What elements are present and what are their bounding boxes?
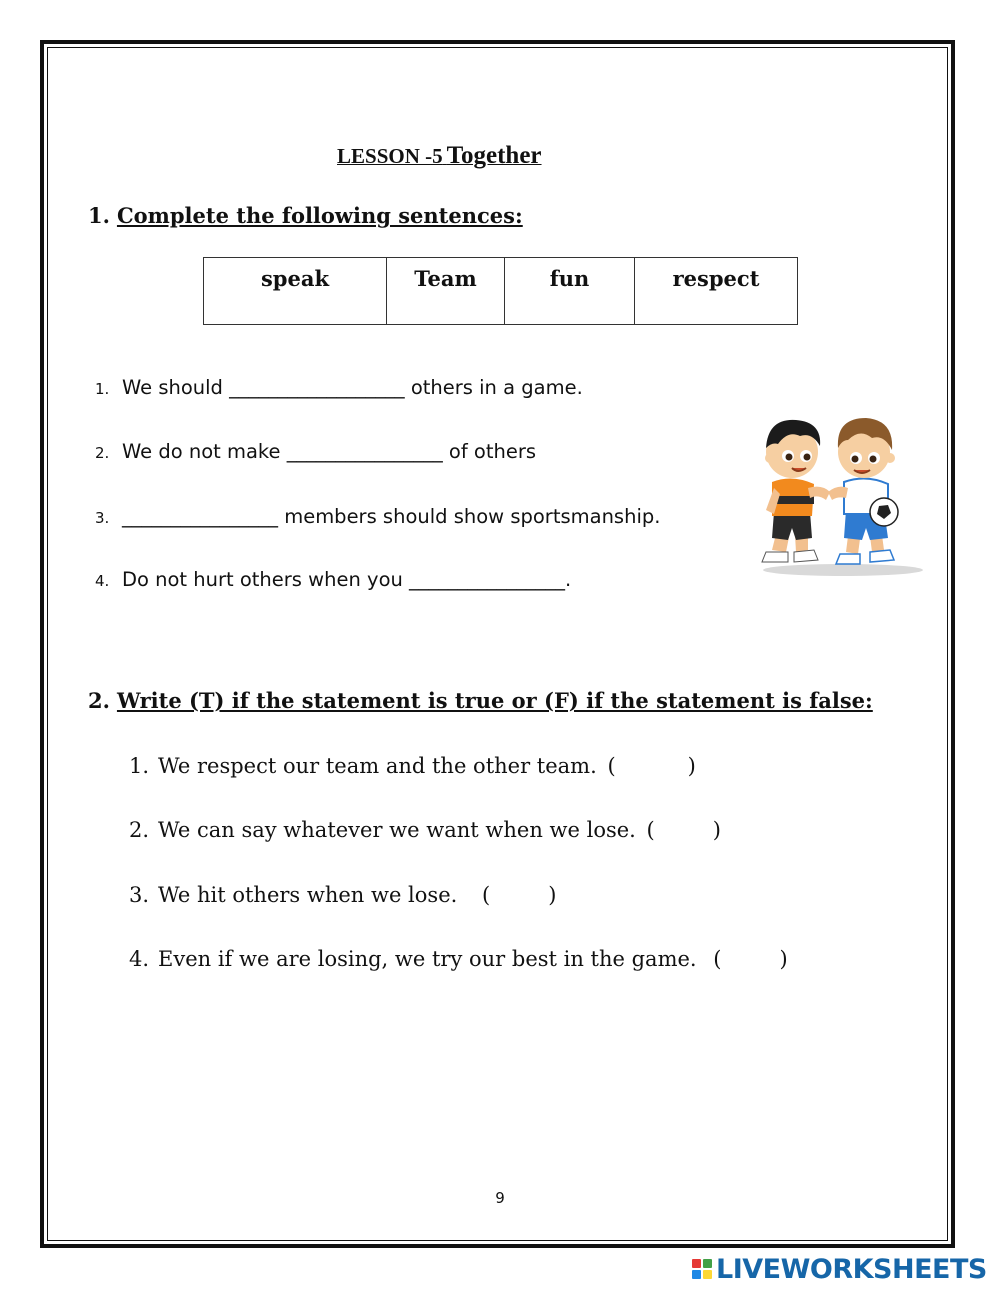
answer-open-paren: ( <box>713 947 722 971</box>
item-number: 3. <box>95 509 110 527</box>
item-text: ________________ members should show sportsmanship. <box>122 505 661 528</box>
section2-heading-text: Write (T) if the statement is true or (F) if the statement is false: <box>116 688 873 713</box>
word-box-word: fun <box>549 266 590 291</box>
word-box-cell <box>204 258 387 325</box>
section1-number: 1. <box>88 203 110 228</box>
answer-close-paren: ) <box>712 818 721 842</box>
item-text: Do not hurt others when you ________________. <box>122 568 572 591</box>
answer-open-paren: ( <box>646 818 655 842</box>
fill-blank-item[interactable] <box>95 568 571 591</box>
item-text: We can say whatever we want when we lose. <box>158 818 636 842</box>
word-box-cell <box>387 258 505 325</box>
item-number: 1. <box>95 380 110 398</box>
item-text: We respect our team and the other team. <box>158 754 597 778</box>
word-box-cell <box>505 258 635 325</box>
liveworksheets-brand[interactable] <box>692 1252 987 1286</box>
item-number: 2. <box>95 444 110 462</box>
answer-open-paren: ( <box>607 754 616 778</box>
page-number: 9 <box>495 1189 505 1207</box>
section1-heading <box>88 203 523 228</box>
liveworksheets-logo-icon <box>692 1259 712 1279</box>
section2-number: 2. <box>88 688 110 713</box>
true-false-item <box>129 754 696 778</box>
item-number: 3. <box>129 883 150 907</box>
fill-blank-item[interactable] <box>95 376 583 399</box>
true-false-item <box>129 947 788 971</box>
answer-open-paren: ( <box>482 883 491 907</box>
word-box <box>203 257 798 325</box>
item-number: 4. <box>129 947 150 971</box>
lesson-title-name: Together <box>446 142 542 169</box>
word-box-cell <box>635 258 798 325</box>
item-text: Even if we are losing, we try our best in the game. <box>158 947 697 971</box>
true-false-item <box>129 883 556 907</box>
fill-blank-item[interactable] <box>95 440 536 463</box>
word-box-word: Team <box>414 266 477 291</box>
answer-close-paren: ) <box>687 754 696 778</box>
answer-close-paren: ) <box>779 947 788 971</box>
answer-close-paren: ) <box>548 883 557 907</box>
fill-blank-item[interactable] <box>95 505 660 528</box>
brand-name: LIVEWORKSHEETS <box>716 1253 987 1285</box>
section2-heading <box>88 688 873 713</box>
lesson-title <box>337 142 542 170</box>
two-boys-football-illustration <box>748 400 928 580</box>
word-box-word: speak <box>260 266 330 291</box>
word-box-word: respect <box>672 266 760 291</box>
item-number: 4. <box>95 572 110 590</box>
item-number: 1. <box>129 754 150 778</box>
lesson-title-number: LESSON -5 <box>337 144 443 168</box>
item-text: We hit others when we lose. <box>158 883 458 907</box>
true-false-item <box>129 818 721 842</box>
item-text: We should __________________ others in a game. <box>122 376 583 399</box>
item-number: 2. <box>129 818 150 842</box>
section1-heading-text: Complete the following sentences: <box>116 203 523 228</box>
item-text: We do not make ________________ of others <box>122 440 537 463</box>
